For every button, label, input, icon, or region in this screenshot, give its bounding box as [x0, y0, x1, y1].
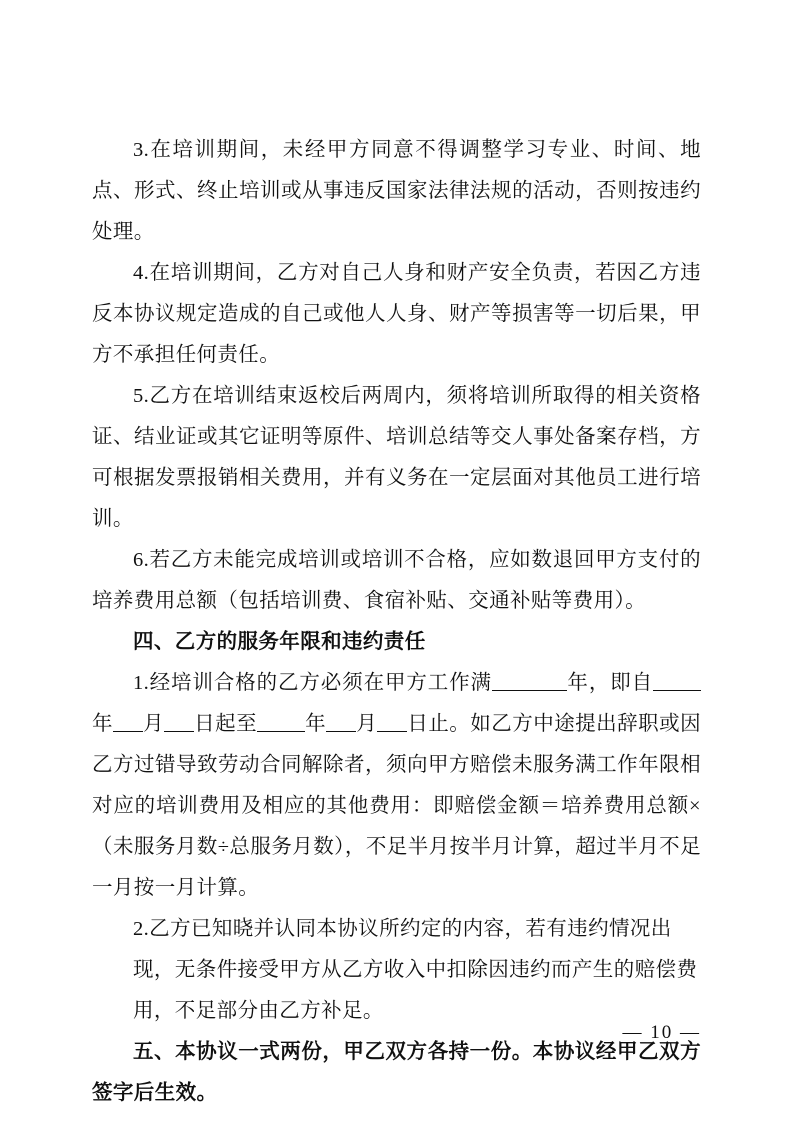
item1-text-part6: 年 [305, 713, 327, 735]
blank-start-day [164, 731, 194, 732]
paragraph-3: 3.在培训期间，未经甲方同意不得调整学习专业、时间、地点、形式、终止培训或从事违反国家法律法规的活动，否则按违约处理。 [92, 139, 701, 243]
blank-end-day [377, 731, 407, 732]
page-number: — 10 — [622, 1022, 701, 1043]
section-four-item-1 [92, 663, 701, 909]
blank-years [492, 690, 567, 691]
item1-text-part7: 月 [356, 713, 378, 735]
paragraph-6: 6.若乙方未能完成培训或培训不合格，应如数退回甲方支付的培养费用总额（包括培训费、食宿补贴、交通补贴等费用）。 [92, 549, 701, 612]
section-four-heading: 四、乙方的服务年限和违约责任 [133, 631, 426, 653]
item1-text-part8: 日止。如乙方中途提出辞职或因乙方过错导致劳动合同解除者，须向甲方赔偿未服务满工作年限相对应的培训费用及相应的其他费用：即赔偿金额＝培养费用总额×（未服务月数÷总服务月数），不足半月按半月计算，超过半月不足一月按一月计算。 [92, 713, 702, 899]
item1-text-part4: 月 [142, 713, 165, 735]
section-four-item-2-line-3: 用，不足部分由乙方补足。 [133, 1000, 384, 1022]
section-five-text: 五、本协议一式两份，甲乙双方各持一份。本协议经甲乙双方签字后生效。 [92, 1041, 701, 1104]
paragraph-5: 5.乙方在培训结束返校后两周内，须将培训所取得的相关资格证、结业证或其它证明等原件、培训总结等交人事处备案存档，方可根据发票报销相关费用，并有义务在一定层面对其他员工进行培训。 [92, 385, 701, 530]
document-body [92, 130, 701, 1114]
section-four-item-2-line-2: 现，无条件接受甲方从乙方收入中扣除因违约而产生的赔偿费 [133, 959, 698, 981]
paragraph-4: 4.在培训期间，乙方对自己人身和财产安全负责，若因乙方违反本协议规定造成的自己或他人人身、财产等损害等一切后果，甲方不承担任何责任。 [92, 262, 701, 366]
blank-end-year [257, 731, 305, 732]
blank-start-year [653, 690, 701, 691]
blank-start-month [113, 731, 143, 732]
item1-text-part5: 日起至 [194, 713, 258, 735]
item1-text-part3: 年 [92, 713, 113, 735]
item1-text-part1: 1.经培训合格的乙方必须在甲方工作满 [133, 672, 492, 694]
blank-end-month [326, 731, 356, 732]
item1-text-part2: 年，即自 [566, 672, 653, 694]
section-four-item-2-line-1: 2.乙方已知晓并认同本协议所约定的内容，若有违约情况出 [133, 918, 672, 940]
